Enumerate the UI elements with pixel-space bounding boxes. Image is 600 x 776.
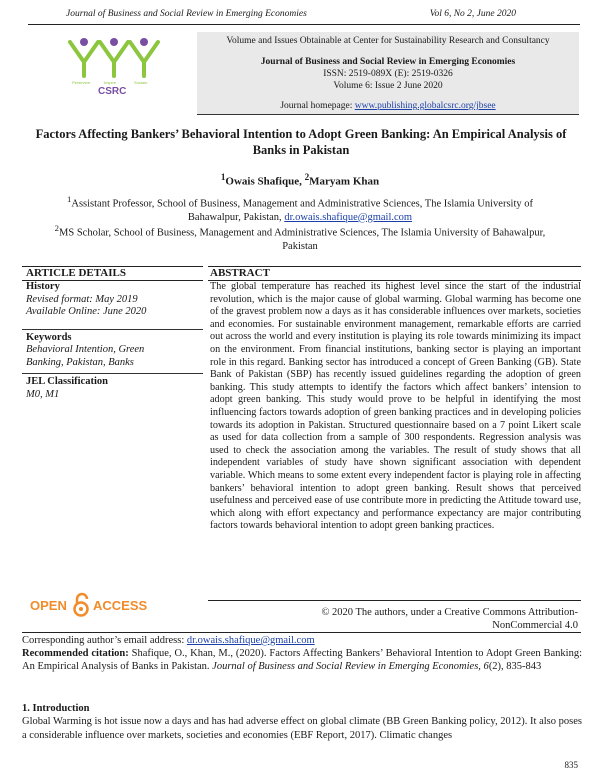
running-volume: Vol 6, No 2, June 2020 [429,9,516,19]
citation-issue-pages: (2), 835-843 [488,661,542,672]
open-access-badge [30,596,160,618]
csrc-logo-icon [62,34,170,96]
keywords-line2: Banking, Pakistan, Banks [26,356,134,368]
corresponding-label: Corresponding author’s email address: [22,635,185,646]
journal-box-line1: Volume and Issues Obtainable at Center for Sustainability Research and Consultancy [226,36,550,46]
author2-name: Maryam Khan [309,175,380,188]
license-bottom-rule [22,632,581,633]
open-access-access: ACCESS [93,598,148,613]
journal-homepage-link[interactable]: www.publishing.globalcsrc.org/jbsee [354,101,496,111]
article-details [26,281,204,401]
logo-tagline-3: Sustain [134,80,148,85]
journal-box-volume: Volume 6: Issue 2 June 2020 [333,81,443,91]
jel-codes: M0, M1 [26,388,60,400]
affiliation-2 [22,222,578,253]
logo-tagline-1: Persevere [72,80,91,85]
logo-label: CSRC [98,86,127,96]
corresponding-email-link[interactable]: dr.owais.shafique@gmail.com [186,635,315,646]
aff1-line2: Bahawalpur, Pakistan, [187,211,282,223]
aff1-line1: Assistant Professor, School of Business, Management and Administrative Sciences, The Islamia University of [71,198,533,210]
license-line1: © 2020 The authors, under a Creative Commons Attribution- [321,607,578,618]
citation-journal: Journal of Business and Social Review in Emerging Economies, 6 [212,661,489,672]
introduction-heading: 1. Introduction [22,703,90,714]
aff1-sup: 1 [67,194,72,204]
open-access-open: OPEN [30,598,67,613]
revised-date: Revised format: May 2019 [26,293,138,305]
keywords-rule [22,329,203,330]
paper-title: Factors Affecting Bankers’ Behavioral Intention to Adopt Green Banking: An Empirical Analysis of Banks in Pakistan [35,127,567,157]
aff2-sup: 2 [54,223,60,233]
csrc-logo [62,34,170,94]
author2-sup: 2 [304,172,310,182]
jel-rule [22,373,203,374]
page-number: 835 [564,760,578,770]
introduction-text: Global Warming is hot issue now a days and has had adverse effect on global climate (BB Green Banking policy, 2012). It also poses a considerable influence over markets, societies and economies (EBF Report, 2017). Climatic changes [22,716,582,741]
abstract-heading: ABSTRACT [210,267,270,279]
journal-box-name: Journal of Business and Social Review in Emerging Economies [260,57,516,67]
journal-homepage-label: Journal homepage: [280,101,353,111]
affiliation-1 [30,193,570,224]
citation-text: Shafique, O., Khan, M., (2020). Factors Affecting Bankers’ Behavioral Intention to Adopt Green Banking: An Empirical Analysis of Banks in Pakistan. [22,648,583,672]
corresponding-author [22,634,582,647]
journal-info-box [197,32,579,115]
available-date: Available Online: June 2020 [26,306,147,317]
aff1-email-link[interactable]: dr.owais.shafique@gmail.com [284,211,413,223]
author1-sup: 1 [220,172,226,182]
keywords-line1: Behavioral Intention, Green [26,344,145,355]
author1-name: Owais Shafique [225,175,300,188]
license-rule [208,600,581,601]
recommended-citation [22,647,582,673]
jel-heading: JEL Classification [26,376,108,387]
aff2-line1: MS Scholar, School of Business, Management and Administrative Sciences, The Islamia University of Bahawalpur, [59,227,546,239]
running-journal-title: Journal of Business and Social Review in Emerging Economies [66,9,307,19]
aff2-line2: Pakistan [282,240,318,252]
history-heading: History [26,281,60,292]
keywords-heading: Keywords [26,331,72,343]
article-details-heading: ARTICLE DETAILS [26,267,126,279]
license-line2: NonCommercial 4.0 [492,620,578,631]
journal-homepage [197,100,579,112]
open-lock-icon [72,592,90,618]
journal-box-issn: ISSN: 2519-089X (E): 2519-0326 [323,69,453,79]
license-text [218,606,578,632]
header-rule [28,24,580,25]
abstract-text: The global temperature has reached its highest level since the start of the industrial revolution, which is the major cause of global warming. Global warming has become one of the gravest problem now a days as it has considerable influences over markets, societies and economies. For sustainable environment management, remarkable efforts are carried out across the world and every institution is playing its role towards minimizing its impact on the environment. From financial institutions, banking sector is playing an important role in this regard. Banking sector has introduced a concept of Green Banking (GB). State Bank of Pakistan (SBP) has recently issued guidelines regarding the adoption of green banking. This study attempts to identify the factors which affect bankers’ intension to adopt green banking. This study would prove to be helpful in identifying the most influencing factors towards adoption of green banking practices and in developing policies towards its adoption in Pakistan. Structured questionnaire based on a 7 point Likert scale as used for data collection from a sample of 300 respondents. Regression analysis was used to check the association among the variables. The result of study shows that all independent variables of study have shown significant association with dependent variable. Which means to some extent every independent factor is playing role in affecting bankers’ behavioral intention to adopt green banking. Result shows that perceived usefulness and perceived ease of use contribute more in predicting the Attitude toward use, which along with effort expectancy and performance expectancy are major contributing factors towards behavioral intention to adopt green banking practices. [210,281,581,532]
author-list: $^1$Owais Shafique, $^2$Maryam Khan [220,172,380,188]
citation-label: Recommended citation: [22,648,129,659]
logo-tagline-2: Inspire [104,80,117,85]
